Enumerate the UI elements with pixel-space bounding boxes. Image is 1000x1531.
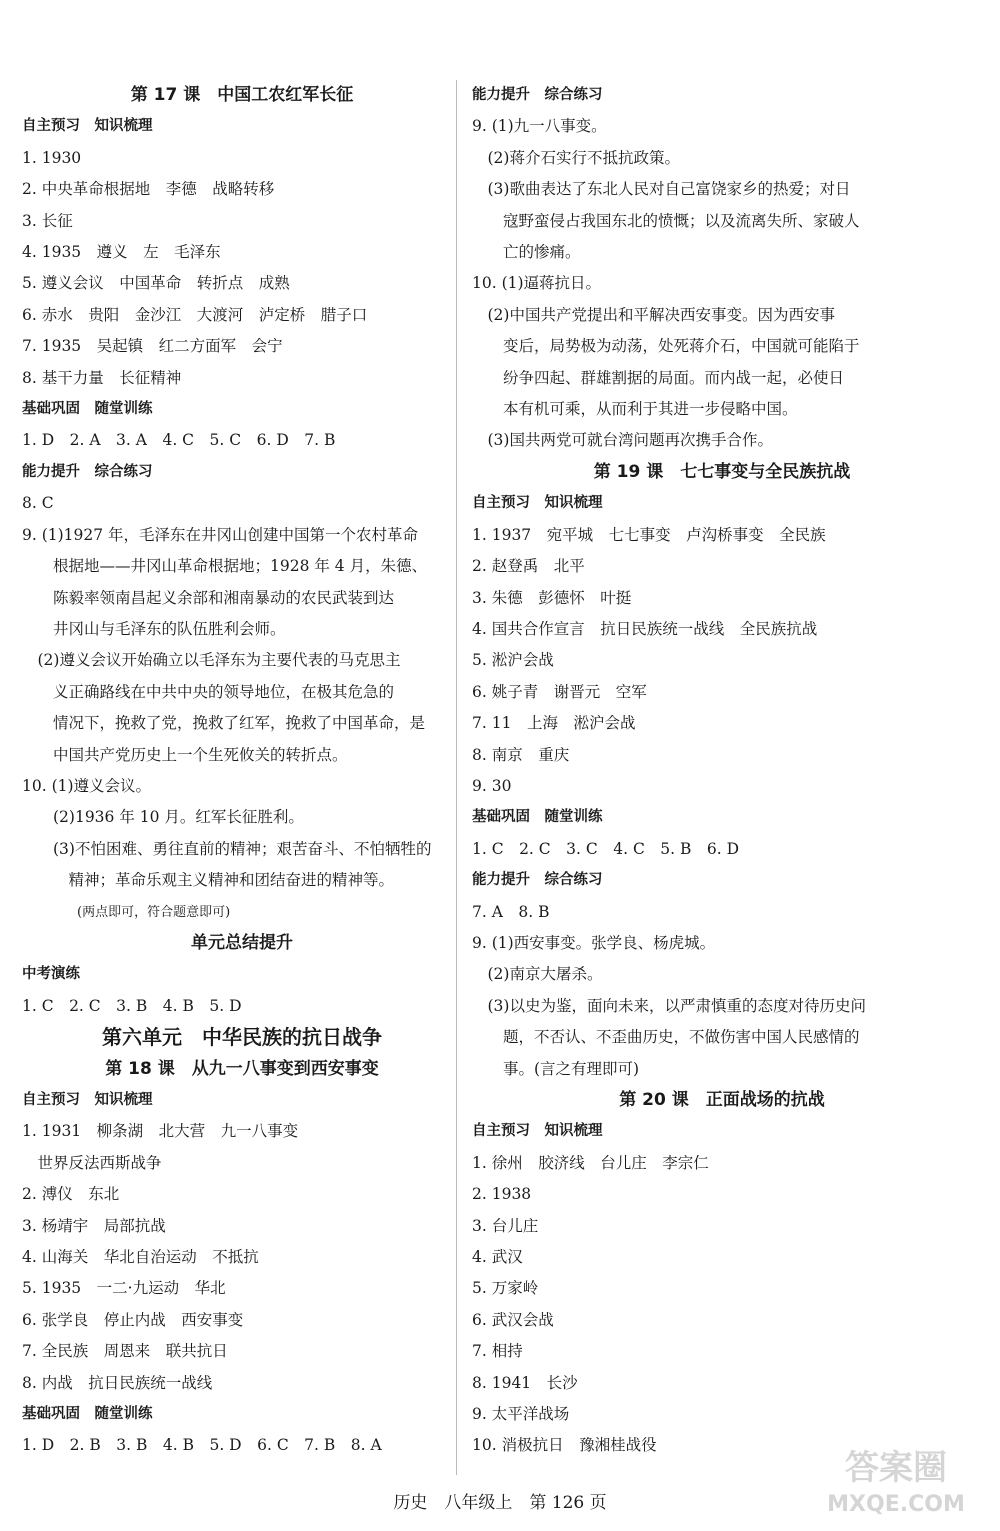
answer-line: 根据地——井冈山革命根据地；1928 年 4 月，朱德、 bbox=[22, 557, 428, 576]
answer-line: 事。(言之有理即可) bbox=[472, 1059, 640, 1078]
answer-line: 1. C 2. C 3. C 4. C 5. B 6. D bbox=[472, 839, 740, 858]
answer-line: 7. 1935 吴起镇 红二方面军 会宁 bbox=[22, 337, 283, 356]
answer-line: 4. 1935 遵义 左 毛泽东 bbox=[22, 243, 221, 262]
section-heading: 自主预习 知识梳理 bbox=[472, 495, 603, 512]
answer-line: 5. 淞沪会战 bbox=[472, 651, 554, 670]
lesson-title: 单元总结提升 bbox=[191, 932, 293, 953]
answer-line: 精神；革命乐观主义精神和团结奋进的精神等。 bbox=[22, 871, 395, 890]
watermark-text: 答案圈 bbox=[845, 1448, 947, 1488]
section-heading: 基础巩固 随堂训练 bbox=[22, 401, 153, 418]
answer-line: 7. A 8. B bbox=[472, 902, 550, 921]
answer-line: 1. D 2. B 3. B 4. B 5. D 6. C 7. B 8. A bbox=[22, 1436, 382, 1455]
answer-line: 3. 台儿庄 bbox=[472, 1216, 539, 1235]
answer-line: 7. 全民族 周恩来 联共抗日 bbox=[22, 1342, 228, 1361]
answer-line: 7. 11 上海 淞沪会战 bbox=[472, 714, 636, 733]
answer-line: 7. 相持 bbox=[472, 1342, 523, 1361]
answer-line: 1. 1930 bbox=[22, 148, 82, 167]
answer-line: 义正确路线在中共中央的领导地位，在极其危急的 bbox=[22, 682, 395, 701]
answer-line: 变后，局势极为动荡，处死蒋介石，中国就可能陷于 bbox=[472, 337, 860, 356]
left-column bbox=[22, 80, 462, 1462]
answer-line: (3)国共两党可就台湾问题再次携手合作。 bbox=[472, 431, 773, 450]
answer-line: 8. C bbox=[22, 494, 54, 513]
unit-title: 第六单元 中华民族的抗日战争 bbox=[102, 1025, 382, 1050]
lesson-title: 第 18 课 从九一八事变到西安事变 bbox=[105, 1058, 379, 1079]
answer-line: 亡的惨痛。 bbox=[472, 243, 581, 262]
section-heading: 基础巩固 随堂训练 bbox=[472, 809, 603, 826]
answer-line: (2)1936 年 10 月。红军长征胜利。 bbox=[22, 808, 304, 827]
answer-line: 9. (1)九一八事变。 bbox=[472, 117, 607, 136]
answer-note: (两点即可，符合题意即可) bbox=[77, 904, 231, 920]
answer-line: 陈毅率领南昌起义余部和湘南暴动的农民武装到达 bbox=[22, 588, 395, 607]
lesson-title: 第 17 课 中国工农红军长征 bbox=[130, 85, 354, 105]
answer-line: 世界反法西斯战争 bbox=[22, 1153, 162, 1172]
answer-line: 9. (1)西安事变。张学良、杨虎城。 bbox=[472, 933, 716, 952]
section-heading: 能力提升 综合练习 bbox=[22, 463, 153, 480]
answer-line: 2. 赵登禹 北平 bbox=[472, 557, 585, 576]
answer-line: 6. 张学良 停止内战 西安事变 bbox=[22, 1310, 244, 1329]
answer-line: 1. D 2. A 3. A 4. C 5. C 6. D 7. B bbox=[22, 431, 336, 450]
answer-line: 9. (1)1927 年，毛泽东在井冈山创建中国第一个农村革命 bbox=[22, 525, 419, 544]
section-heading: 基础巩固 随堂训练 bbox=[22, 1406, 153, 1423]
answer-line: 3. 朱德 彭德怀 叶挺 bbox=[472, 588, 632, 607]
answer-line: (2)中国共产党提出和平解决西安事变。因为西安事 bbox=[472, 305, 835, 324]
watermark-url: MXQE.COM bbox=[827, 1492, 965, 1517]
answer-line: 6. 赤水 贵阳 金沙江 大渡河 泸定桥 腊子口 bbox=[22, 305, 368, 324]
answer-line: 2. 溥仪 东北 bbox=[22, 1185, 120, 1204]
answer-line: 10. (1)逼蒋抗日。 bbox=[472, 274, 602, 293]
answer-line: 2. 1938 bbox=[472, 1185, 532, 1204]
lesson-title: 第 20 课 正面战场的抗战 bbox=[619, 1090, 825, 1110]
answer-line: (3)以史为鉴，面向未来，以严肃慎重的态度对待历史问 bbox=[472, 996, 866, 1015]
answer-line: 8. 内战 抗日民族统一战线 bbox=[22, 1373, 213, 1392]
answer-line: 3. 长征 bbox=[22, 211, 73, 230]
answer-line: 2. 中央革命根据地 李德 战略转移 bbox=[22, 180, 275, 199]
answer-line: (3)歌曲表达了东北人民对自己富饶家乡的热爱；对日 bbox=[472, 180, 851, 199]
right-column bbox=[472, 80, 972, 1462]
answer-line: 1. C 2. C 3. B 4. B 5. D bbox=[22, 996, 242, 1015]
answer-line: 6. 姚子青 谢晋元 空军 bbox=[472, 682, 647, 701]
answer-line: 8. 1941 长沙 bbox=[472, 1373, 578, 1392]
section-heading: 自主预习 知识梳理 bbox=[472, 1123, 603, 1140]
answer-line: 9. 太平洋战场 bbox=[472, 1405, 570, 1424]
answer-line: 1. 1931 柳条湖 北大营 九一八事变 bbox=[22, 1122, 299, 1141]
answer-line: (2)南京大屠杀。 bbox=[472, 965, 603, 984]
section-heading: 中考演练 bbox=[22, 966, 80, 983]
answer-line: (2)蒋介石实行不抵抗政策。 bbox=[472, 148, 680, 167]
answer-line: 1. 1937 宛平城 七七事变 卢沟桥事变 全民族 bbox=[472, 525, 826, 544]
section-heading: 自主预习 知识梳理 bbox=[22, 118, 153, 135]
lesson-title: 第 19 课 七七事变与全民族抗战 bbox=[593, 461, 851, 482]
answer-line: 5. 万家岭 bbox=[472, 1279, 539, 1298]
answer-line: 9. 30 bbox=[472, 776, 512, 795]
answer-line: 题，不否认、不歪曲历史，不做伤害中国人民感情的 bbox=[472, 1028, 860, 1047]
section-heading: 自主预习 知识梳理 bbox=[22, 1092, 153, 1108]
answer-line: 8. 基干力量 长征精神 bbox=[22, 368, 182, 387]
answer-line: 1. 徐州 胶济线 台儿庄 李宗仁 bbox=[472, 1153, 709, 1172]
answer-line: 情况下，挽救了党，挽救了红军，挽救了中国革命，是 bbox=[22, 714, 426, 733]
answer-line: 3. 杨靖宇 局部抗战 bbox=[22, 1216, 166, 1235]
answer-line: 井冈山与毛泽东的队伍胜利会师。 bbox=[22, 619, 286, 638]
section-heading: 能力提升 综合练习 bbox=[472, 87, 603, 103]
answer-line: 10. 消极抗日 豫湘桂战役 bbox=[472, 1436, 657, 1455]
answer-line: 4. 国共合作宣言 抗日民族统一战线 全民族抗战 bbox=[472, 619, 818, 638]
answer-line: 6. 武汉会战 bbox=[472, 1310, 554, 1329]
answer-line: 本有机可乘，从而利于其进一步侵略中国。 bbox=[472, 400, 798, 419]
answer-line: 纷争四起、群雄割据的局面。而内战一起，必使日 bbox=[472, 368, 845, 387]
answer-line: (2)遵义会议开始确立以毛泽东为主要代表的马克思主 bbox=[22, 651, 401, 670]
answer-line: 4. 武汉 bbox=[472, 1248, 523, 1267]
answer-line: 4. 山海关 华北自治运动 不抵抗 bbox=[22, 1248, 259, 1267]
answer-line: 5. 遵义会议 中国革命 转折点 成熟 bbox=[22, 274, 290, 293]
answer-line: 10. (1)遵义会议。 bbox=[22, 776, 152, 795]
page-footer: 历史 八年级上 第 126 页 bbox=[393, 1493, 607, 1513]
answer-line: 5. 1935 一二·九运动 华北 bbox=[22, 1279, 226, 1298]
answer-line: 寇野蛮侵占我国东北的愤慨；以及流离失所、家破人 bbox=[472, 211, 860, 230]
watermark-logo bbox=[806, 1439, 986, 1519]
answer-line: 8. 南京 重庆 bbox=[472, 745, 570, 764]
section-heading: 能力提升 综合练习 bbox=[472, 872, 603, 889]
answer-line: (3)不怕困难、勇往直前的精神；艰苦奋斗、不怕牺牲的 bbox=[22, 839, 432, 858]
answer-line: 中国共产党历史上一个生死攸关的转折点。 bbox=[22, 745, 348, 764]
